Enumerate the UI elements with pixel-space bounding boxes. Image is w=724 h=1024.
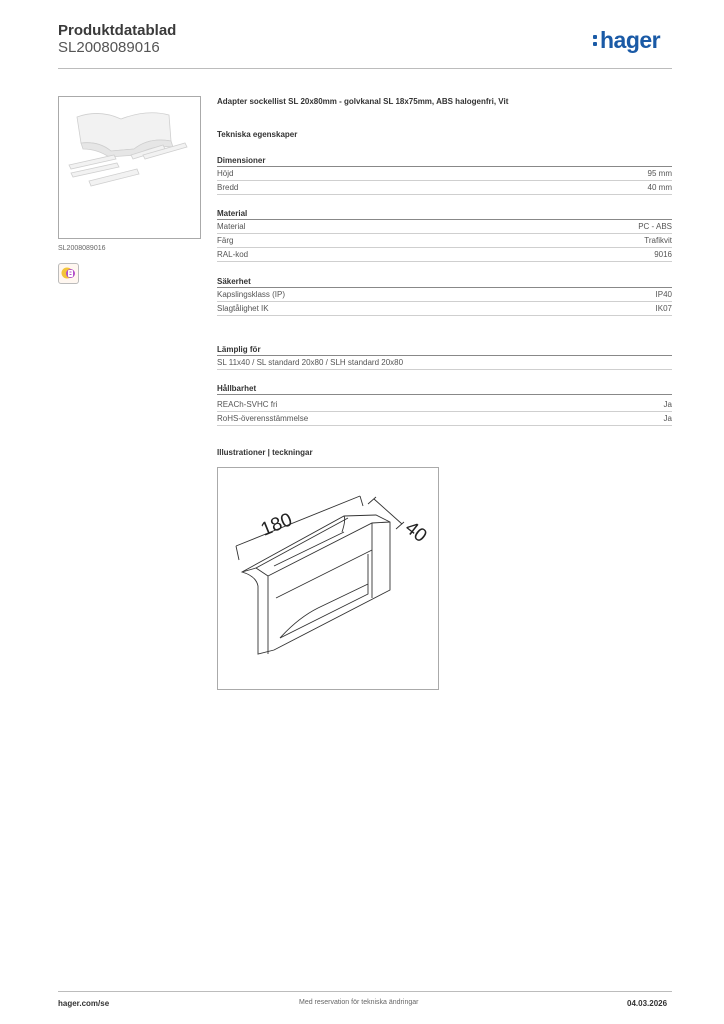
spec-row <box>217 302 672 316</box>
header-divider <box>58 68 672 69</box>
spec-label: Slagtålighet IK <box>217 304 269 313</box>
section-title: Lämplig för <box>217 345 672 356</box>
spec-label: Kapslingsklass (IP) <box>217 290 286 299</box>
product-image <box>58 96 201 239</box>
spec-label: REACh-SVHC fri <box>217 400 278 409</box>
spec-label: RoHS-överensstämmelse <box>217 414 309 423</box>
spec-row <box>217 356 672 370</box>
section-title: Dimensioner <box>217 156 672 167</box>
spec-label: Bredd <box>217 183 239 192</box>
tech-heading: Tekniska egenskaper <box>217 130 298 139</box>
spec-value: Trafikvit <box>644 236 672 245</box>
footer-date: 04.03.2026 <box>627 999 668 1008</box>
footer-divider <box>58 991 672 992</box>
hager-logo <box>593 27 660 54</box>
spec-value: PC - ABS <box>638 222 672 231</box>
spec-value: 40 mm <box>647 183 672 192</box>
product-image-caption: SL2008089016 <box>58 245 106 252</box>
footer-website[interactable]: hager.com/se <box>58 999 110 1008</box>
product-code: SL2008089016 <box>58 39 160 56</box>
spec-label: Höjd <box>217 169 234 178</box>
section-lamplig <box>217 345 672 370</box>
spec-value: IP40 <box>655 290 672 299</box>
dim-label-length: 180 <box>258 509 296 541</box>
spec-row <box>217 288 672 302</box>
section-title: Säkerhet <box>217 277 672 288</box>
footer-notice: Med reservation för tekniska ändringar <box>299 999 419 1006</box>
spec-label: Material <box>217 222 246 231</box>
page-title: Produktdatablad <box>58 22 177 39</box>
section-title: Material <box>217 209 672 220</box>
product-description: Adapter sockellist SL 20x80mm - golvkanal SL 18x75mm, ABS halogenfri, Vit <box>217 97 509 106</box>
spec-value: IK07 <box>655 304 672 313</box>
spec-value: 9016 <box>654 250 672 259</box>
spec-value: Ja <box>663 400 672 409</box>
logo-text: hager <box>600 27 661 53</box>
spec-value: Ja <box>663 414 672 423</box>
spec-value: 95 mm <box>647 169 672 178</box>
spec-row <box>217 398 672 412</box>
spec-row <box>217 234 672 248</box>
spec-row <box>217 220 672 234</box>
section-dimensioner <box>217 156 672 195</box>
dim-label-width: 40 <box>400 517 431 547</box>
spec-row <box>217 248 672 262</box>
spec-label: RAL-kod <box>217 250 249 259</box>
spec-row <box>217 181 672 195</box>
logo-dots-icon <box>593 33 598 47</box>
section-material <box>217 209 672 262</box>
eco-label-icon <box>58 263 79 284</box>
spec-row <box>217 412 672 426</box>
section-hallbarhet <box>217 384 672 426</box>
spec-label: SL 11x40 / SL standard 20x80 / SLH standard 20x80 <box>217 358 404 367</box>
section-title: Hållbarhet <box>217 384 672 395</box>
spec-label: Färg <box>217 236 234 245</box>
illustrations-heading: Illustrationer | teckningar <box>217 448 313 457</box>
section-sakerhet <box>217 277 672 316</box>
technical-drawing <box>217 467 439 690</box>
spec-row <box>217 167 672 181</box>
